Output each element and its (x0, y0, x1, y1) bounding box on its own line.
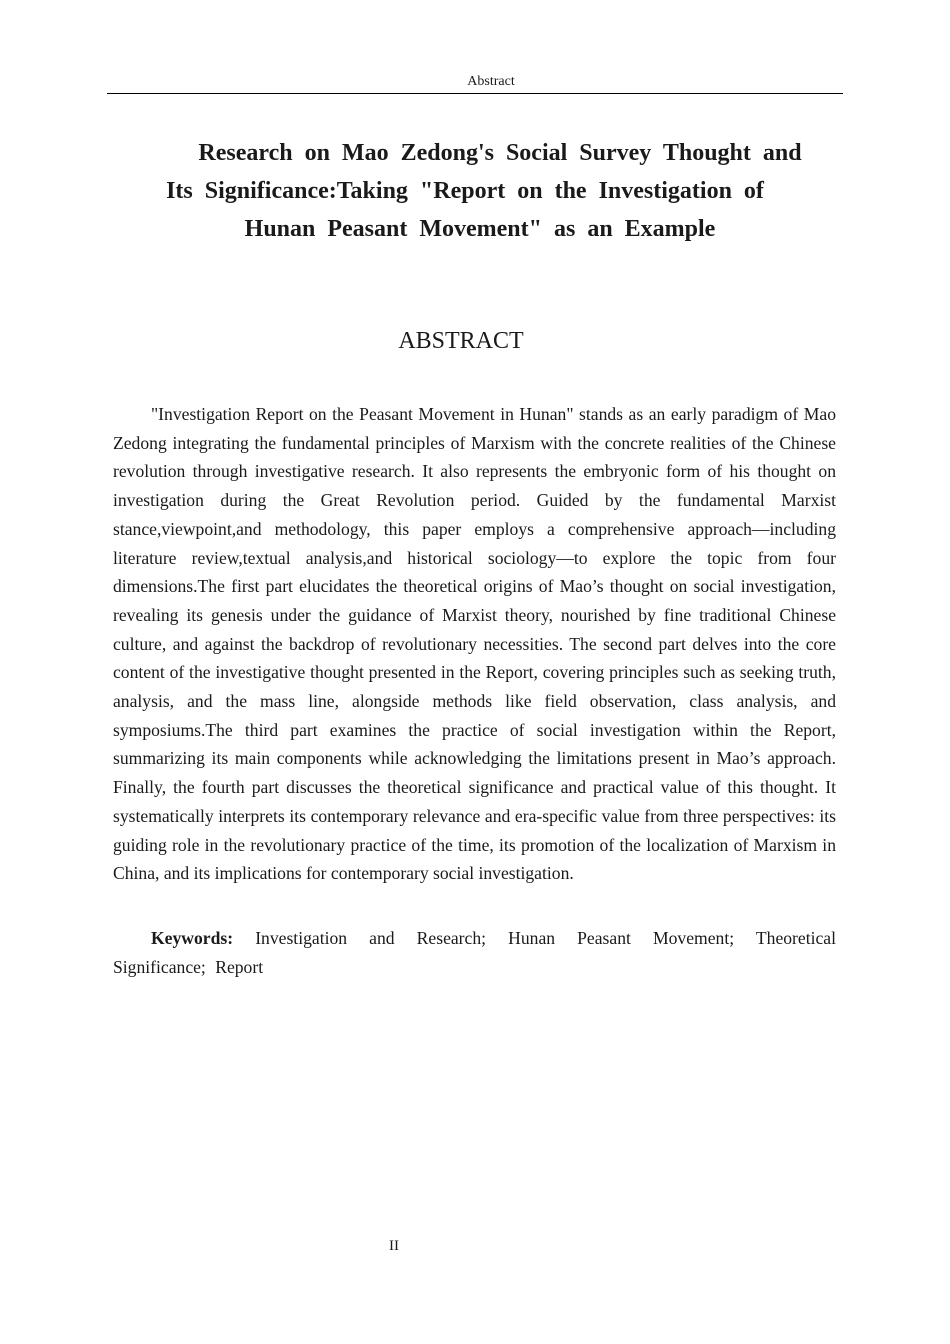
keywords-paragraph (113, 924, 836, 982)
abstract-paragraph: "Investigation Report on the Peasant Movement in Hunan" stands as an early paradigm of Mao Zedong integrating the fundamental principles of Marxism with the concrete realities of the Chinese revolution through investigative research. It also represents the embryonic form of his thought on investigation during the Great Revolution period. Guided by the fundamental Marxist stance,viewpoint,and methodology, this paper employs a comprehensive approach—including literature review,textual analysis,and historical sociology—to explore the topic from four dimensions.The first part elucidates the theoretical origins of Mao’s thought on social investigation, revealing its genesis under the guidance of Marxist theory, nourished by fine traditional Chinese culture, and against the backdrop of revolutionary necessities. The second part delves into the core content of the investigative thought presented in the Report, covering principles such as seeking truth, analysis, and the mass line, alongside methods like field observation, class analysis, and symposiums.The third part examines the practice of social investigation within the Report, summarizing its main components while acknowledging the limitations present in Mao’s approach. Finally, the fourth part discusses the theoretical significance and practical value of this thought. It systematically interprets its contemporary relevance and era-specific value from three perspectives: its guiding role in the revolutionary practice of the time, its promotion of the localization of Marxism in China, and its implications for contemporary social investigation. (113, 404, 836, 884)
title-line-2: Its Significance:Taking "Report on the Investigation of (166, 178, 764, 204)
title-line-1: Research on Mao Zedong's Social Survey Thought and (198, 140, 802, 166)
keywords-text: Investigation and Research; Hunan Peasant Movement; Theoretical Significance; Report (113, 928, 836, 977)
page-number: II (389, 1238, 399, 1254)
header-rule (107, 93, 843, 94)
paper-title (140, 134, 820, 248)
running-header: Abstract (467, 74, 515, 89)
keywords-label: Keywords: (151, 928, 234, 948)
abstract-heading: ABSTRACT (398, 327, 524, 354)
title-line-3: Hunan Peasant Movement" as an Example (244, 216, 716, 242)
